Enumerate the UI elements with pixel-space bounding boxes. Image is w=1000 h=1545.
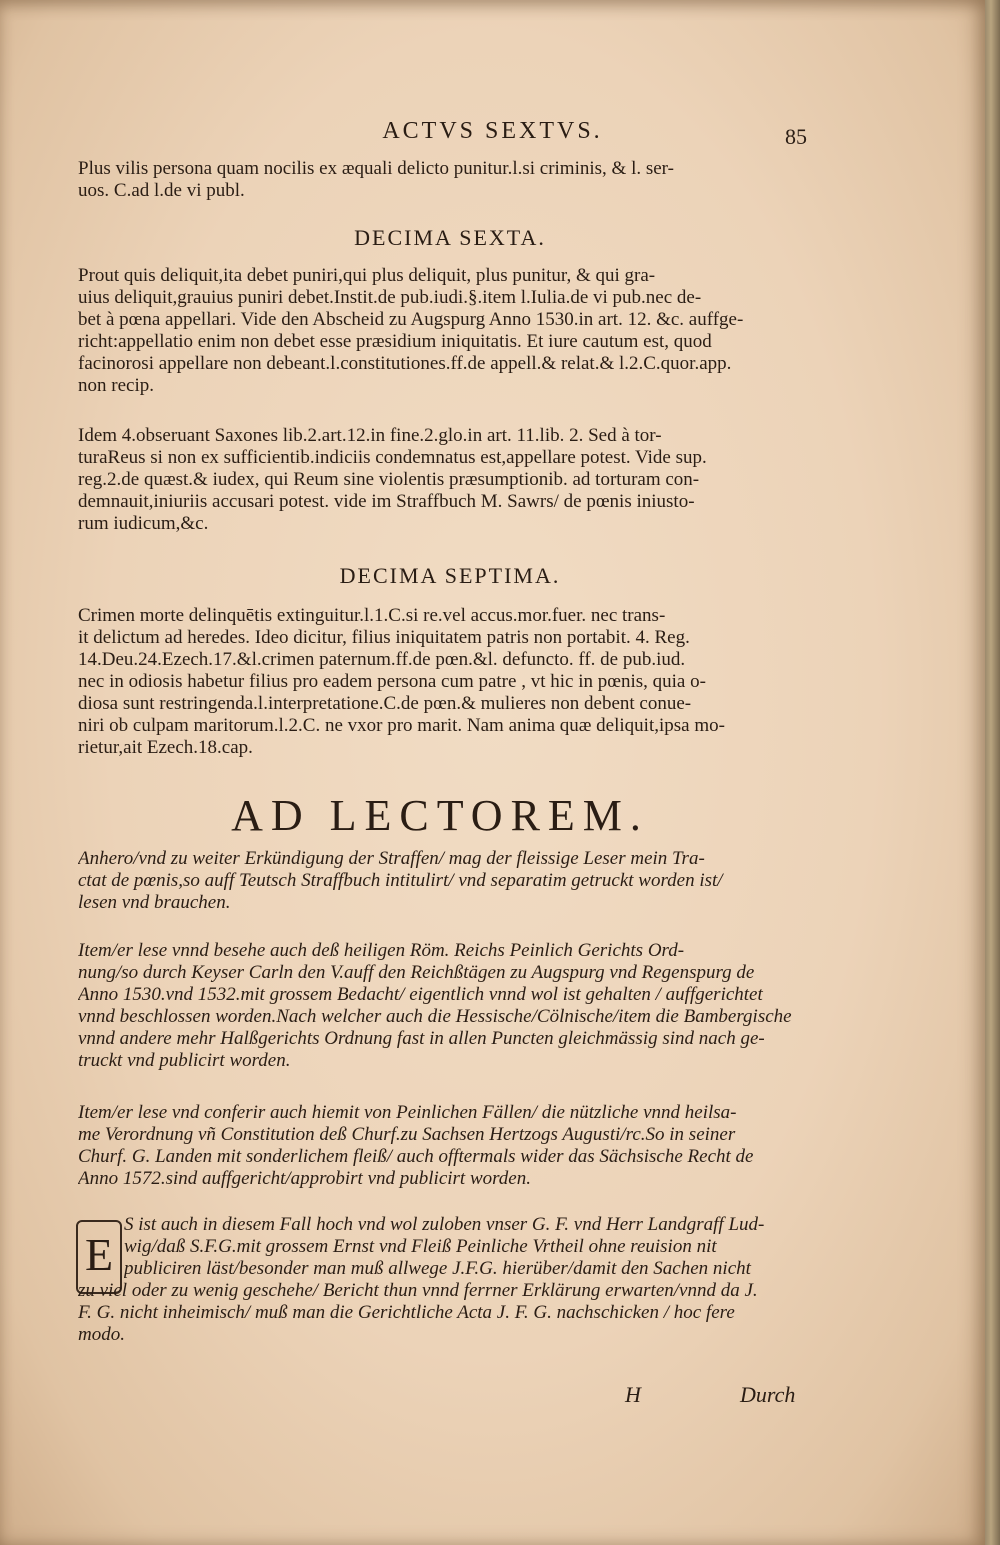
text-line: Churf. G. Landen mit sonderlichem fleiß/ auch offtermals wider das Sächsische Recht de <box>78 1146 754 1167</box>
text-line: Idem 4.obseruant Saxones lib.2.art.12.in fine.2.glo.in art. 11.lib. 2. Sed à tor- <box>78 425 662 446</box>
text-line: Anno 1530.vnd 1532.mit grossem Bedacht/ eigentlich vnnd wol ist gehalten / auffgerichtet <box>78 984 763 1005</box>
text-line: Anhero/vnd zu weiter Erkündigung der Straffen/ mag der fleissige Leser mein Tra- <box>78 848 705 869</box>
text-line: truckt vnd publicirt worden. <box>78 1050 291 1071</box>
text-line: niri ob culpam maritorum.l.2.C. ne vxor pro marit. Nam anima quæ deliquit,ipsa mo- <box>78 715 725 736</box>
text-line: turaReus si non ex sufficientib.indiciis condemnatus est,appellare potest. Vide sup. <box>78 447 707 468</box>
text-line: zu viel oder zu wenig geschehe/ Bericht thun vnnd ferrner Erklärung erwarten/vnnd da J. <box>78 1280 758 1301</box>
page-edge <box>985 0 1000 1545</box>
text-line: non recip. <box>78 375 154 396</box>
signature-mark: H <box>625 1382 641 1407</box>
text-line: publiciren läst/besonder man muß allwege J.F.G. hierüber/damit den Sachen nicht <box>124 1258 751 1279</box>
text-line: uius deliquit,grauius puniri debet.Instit.de pub.iudi.§.item l.Iulia.de vi pub.nec de- <box>78 287 702 308</box>
text-line: lesen vnd brauchen. <box>78 892 231 913</box>
paragraph-16b <box>78 425 813 535</box>
decorated-initial: E <box>76 1220 122 1294</box>
lector-paragraph-1 <box>78 848 808 914</box>
running-head: ACTVS SEXTVS. <box>382 118 603 144</box>
text-line: Anno 1572.sind auffgericht/approbirt vnd publicirt worden. <box>78 1168 531 1189</box>
text-line: nec in odiosis habetur filius pro eadem persona cum patre , vt hic in pœnis, quia o- <box>78 671 706 692</box>
lector-paragraph-4-cont <box>78 1280 808 1346</box>
text-line: Item/er lese vnnd besehe auch deß heiligen Röm. Reichs Peinlich Gerichts Ord- <box>78 940 685 961</box>
section-heading-17: DECIMA SEPTIMA. <box>339 563 561 588</box>
text-line: F. G. nicht inheimisch/ muß man die Gerichtliche Acta J. F. G. nachschicken / hoc fere <box>78 1302 735 1323</box>
lector-paragraph-3 <box>78 1102 808 1190</box>
text-line: vnnd beschlossen worden.Nach welcher auch die Hessische/Cölnische/item die Bambergische <box>78 1006 792 1027</box>
text-line: Plus vilis persona quam nocilis ex æquali delicto punitur.l.si criminis, & l. ser- <box>78 158 674 179</box>
text-line: demnauit,iniuriis accusari potest. vide im Straffbuch M. Sawrs/ de pœnis iniusto- <box>78 491 695 512</box>
section-heading-16: DECIMA SEXTA. <box>354 225 546 250</box>
text-line: vnnd andere mehr Halßgerichts Ordnung fast in allen Puncten gleichmässig sind nach ge- <box>78 1028 765 1049</box>
ad-lectorem-heading: AD LECTOREM. <box>231 791 649 840</box>
text-line: wig/daß S.F.G.mit grossem Ernst vnd Fleiß Peinliche Vrtheil ohne reuision nit <box>124 1236 717 1257</box>
text-line: rum iudicum,&c. <box>78 513 209 534</box>
paragraph-16a <box>78 265 813 397</box>
text-line: rietur,ait Ezech.18.cap. <box>78 737 253 758</box>
catchword: Durch <box>740 1382 796 1407</box>
text-line: bet à pœna appellari. Vide den Abscheid zu Augspurg Anno 1530.in art. 12. &c. auffge- <box>78 309 744 330</box>
text-line: nung/so durch Keyser Carln den V.auff den Reichßtägen zu Augspurg vnd Regenspurg de <box>78 962 755 983</box>
page-number: 85 <box>785 124 807 149</box>
text-line: facinorosi appellare non debeant.l.constitutiones.ff.de appell.& relat.& l.2.C.quor.app. <box>78 353 732 374</box>
text-line: richt:appellatio enim non debet esse præsidium iniquitatis. Et iure cautum est, quod <box>78 331 712 352</box>
lector-paragraph-2 <box>78 940 808 1072</box>
text-line: uos. C.ad l.de vi publ. <box>78 180 245 201</box>
intro-paragraph <box>78 158 813 202</box>
lector-paragraph-4 <box>124 1214 814 1280</box>
text-line: diosa sunt restringenda.l.interpretatione.C.de pœn.& mulieres non debent conue- <box>78 693 692 714</box>
text-line: ctat de pœnis,so auff Teutsch Straffbuch intitulirt/ vnd separatim getruckt worden ist/ <box>78 870 723 891</box>
text-line: S ist auch in diesem Fall hoch vnd wol zuloben vnser G. F. vnd Herr Landgraff Lud- <box>124 1214 765 1235</box>
text-line: me Verordnung vñ Constitution deß Churf.zu Sachsen Hertzogs Augusti/rc.So in seiner <box>78 1124 736 1145</box>
paragraph-17 <box>78 605 813 759</box>
text-line: modo. <box>78 1324 125 1345</box>
text-line: Crimen morte delinquētis extinguitur.l.1.C.si re.vel accus.mor.fuer. nec trans- <box>78 605 666 626</box>
text-line: Item/er lese vnd conferir auch hiemit von Peinlichen Fällen/ die nützliche vnnd heilsa- <box>78 1102 737 1123</box>
text-line: 14.Deu.24.Ezech.17.&l.crimen paternum.ff.de pœn.&l. defuncto. ff. de pub.iud. <box>78 649 686 670</box>
text-line: it delictum ad heredes. Ideo dicitur, filius iniquitatem patris non portabit. 4. Reg. <box>78 627 690 648</box>
text-line: reg.2.de quæst.& iudex, qui Reum sine violentis præsumptionib. ad torturam con- <box>78 469 700 490</box>
text-line: Prout quis deliquit,ita debet puniri,qui plus deliquit, plus punitur, & qui gra- <box>78 265 656 286</box>
